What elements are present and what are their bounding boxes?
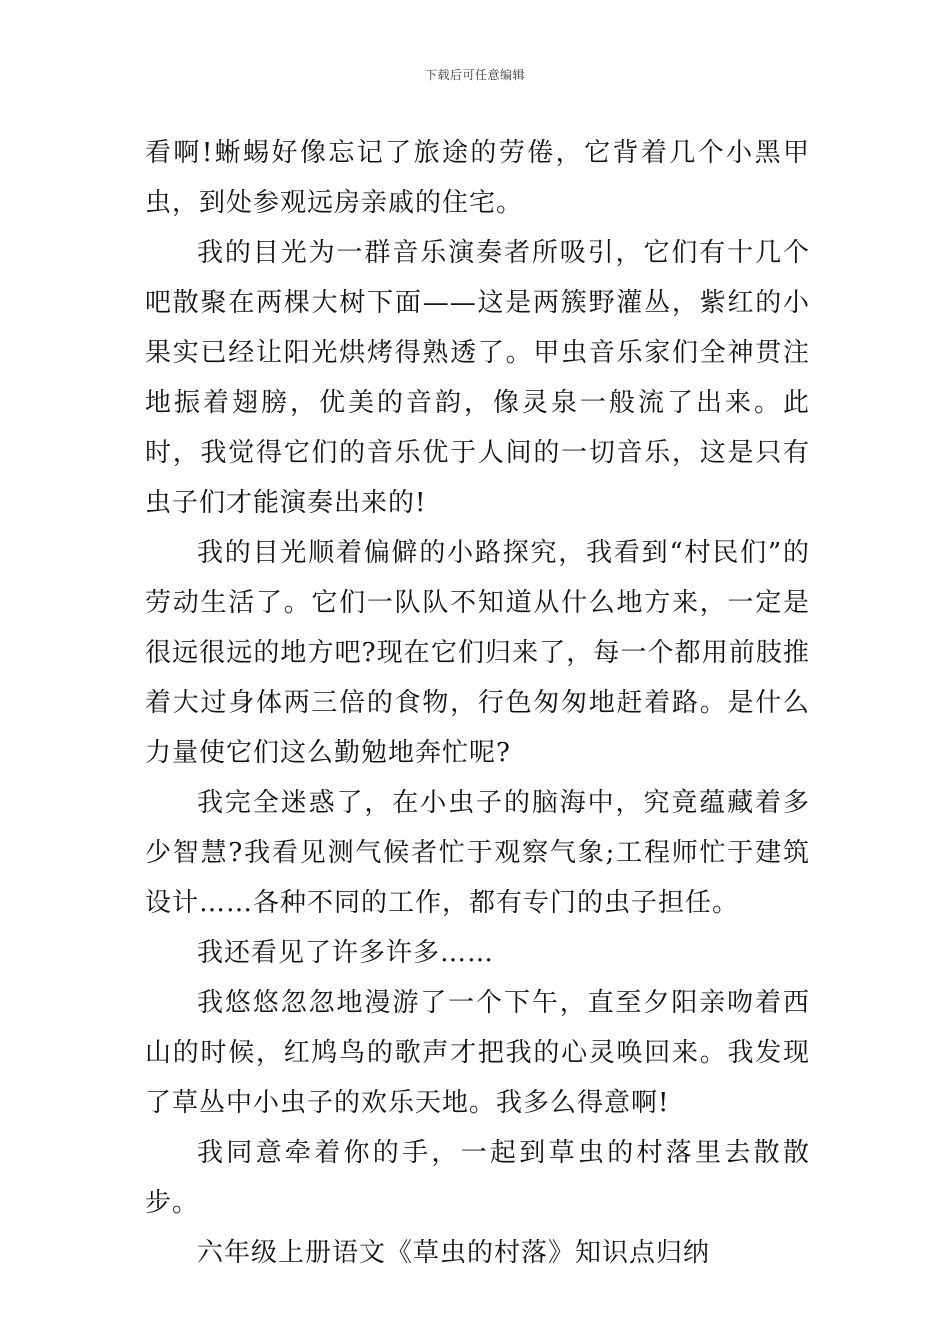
paragraph-4: 我完全迷惑了，在小虫子的脑海中，究竟蕴藏着多少智慧?我看见测气候者忙于观察气象;工程师忙于建筑设计……各种不同的工作，都有专门的虫子担任。 xyxy=(145,788,810,918)
paragraph-1: 看啊!蜥蜴好像忘记了旅途的劳倦，它背着几个小黑甲虫，到处参观远房亲戚的住宅。 xyxy=(145,138,810,218)
section-heading: 六年级上册语文《草虫的村落》知识点归纳 xyxy=(197,1238,711,1268)
paragraph-3: 我的目光顺着偏僻的小路探究，我看到“村民们”的劳动生活了。它们一队队不知道从什么地方来，一定是很远很远的地方吧?现在它们归来了，每一个都用前肢推着大过身体两三倍的食物，行色匆匆地赶着路。是什么力量使它们这么勤勉地奔忙呢? xyxy=(145,538,810,768)
paragraph-7: 我同意牵着你的手，一起到草虫的村落里去散散步。 xyxy=(145,1138,810,1218)
paragraph-6: 我悠悠忽忽地漫游了一个下午，直至夕阳亲吻着西山的时候，红鸠鸟的歌声才把我的心灵唤回来。我发现了草丛中小虫子的欢乐天地。我多么得意啊! xyxy=(145,988,810,1118)
paragraph-2: 我的目光为一群音乐演奏者所吸引，它们有十几个吧散聚在两棵大树下面——这是两簇野灌丛，紫红的小果实已经让阳光烘烤得熟透了。甲虫音乐家们全神贯注地振着翅膀，优美的音韵，像灵泉一般流了出来。此时，我觉得它们的音乐优于人间的一切音乐，这是只有虫子们才能演奏出来的! xyxy=(145,238,810,518)
page-header: 下载后可任意编辑 xyxy=(424,68,525,82)
paragraph-5: 我还看见了许多许多…… xyxy=(197,938,495,968)
body-text xyxy=(145,128,810,1278)
